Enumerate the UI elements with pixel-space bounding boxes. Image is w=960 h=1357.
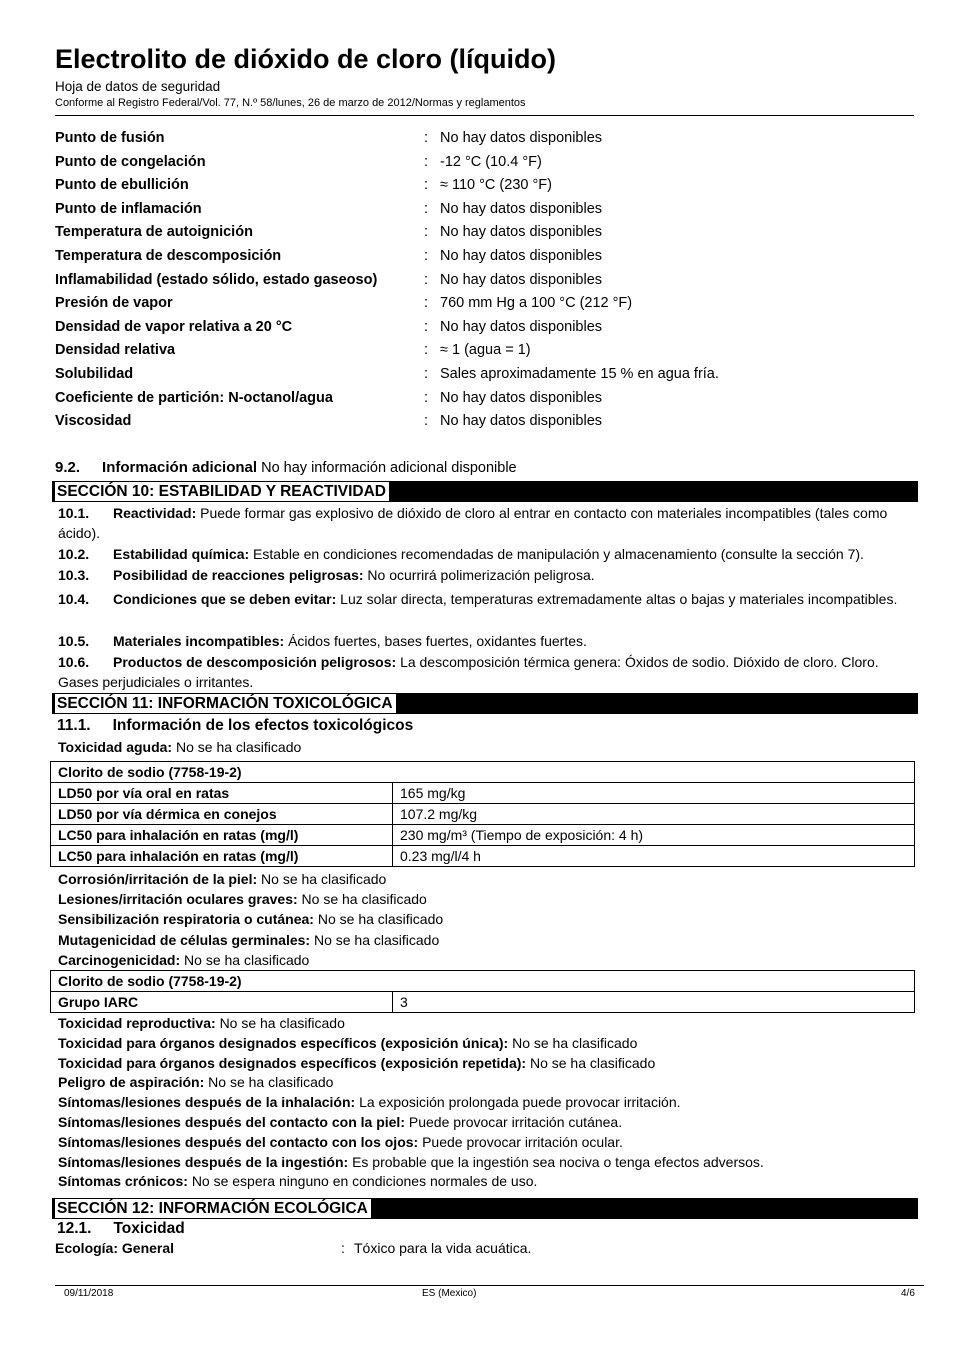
ecology-label: Ecología: General <box>55 1240 175 1256</box>
colon-separator: : <box>424 177 429 194</box>
item-number: 10.2. <box>58 546 90 562</box>
colon-separator: : <box>424 389 429 406</box>
line-label: Corrosión/irritación de la piel: <box>58 871 258 887</box>
subsection-11-1 <box>57 717 413 735</box>
subsection-12-1 <box>57 1220 185 1238</box>
colon-separator: : <box>424 153 429 170</box>
table-header: Clorito de sodio (7758-19-2) <box>51 762 915 783</box>
table-row <box>51 804 915 825</box>
property-row <box>55 198 915 220</box>
line-text: No se ha clasificado <box>313 931 440 948</box>
table-header: Clorito de sodio (7758-19-2) <box>51 971 915 992</box>
section-number: 9.2. <box>55 459 81 476</box>
property-label: Viscosidad <box>55 413 132 430</box>
section-11-title: SECCIÓN 11: INFORMACIÓN TOXICOLÓGICA <box>55 694 396 713</box>
item-text: Luz solar directa, temperaturas extremadamente altas o bajas y materiales incompatibles. <box>340 591 898 607</box>
property-value: No hay datos disponibles <box>440 318 603 335</box>
additional-info-line <box>55 459 517 476</box>
footer-page-number: 4/6 <box>901 1288 915 1299</box>
table-cell-value: 0.23 mg/l/4 h <box>393 846 915 867</box>
item-label: Posibilidad de reacciones peligrosas: <box>113 567 364 583</box>
line-text: No se ha clasificado <box>175 739 302 755</box>
line-label: Síntomas/lesiones después de la inhalación: <box>58 1094 356 1111</box>
item-number: 10.5. <box>58 633 90 649</box>
colon-separator: : <box>424 130 429 146</box>
colon-separator: : <box>424 224 429 241</box>
property-label: Temperatura de autoignición <box>55 224 253 241</box>
table-cell-value: 3 <box>393 992 915 1013</box>
item-number: 10.4. <box>58 591 90 607</box>
item-label: Productos de descomposición peligrosos: <box>113 654 397 670</box>
table-cell-key: LD50 por vía oral en ratas <box>51 783 393 804</box>
item-label: Estabilidad química: <box>113 546 250 562</box>
property-label: Punto de congelación <box>55 153 206 170</box>
line-text: Puede provocar irritación ocular. <box>422 1133 623 1150</box>
colon-separator: : <box>424 318 429 335</box>
line-label: Toxicidad aguda: <box>58 739 173 755</box>
additional-info-text: No hay información adicional disponible <box>261 460 517 476</box>
colon-separator: : <box>424 342 429 359</box>
item-10-1 <box>58 504 898 543</box>
line-text: No se ha clasificado <box>219 1015 345 1031</box>
item-label: Materiales incompatibles: <box>113 633 285 649</box>
regulation-line: Conforme al Registro Federal/Vol. 77, N.º 58/lunes, 26 de marzo de 2012/Normas y reglamentos <box>55 97 526 109</box>
item-text: Estable en condiciones recomendadas de manipulación y almacenamiento (consulte la sección 7). <box>253 546 864 562</box>
item-text: La descomposición térmica genera: Óxidos de sodio. Dióxido de cloro. Cloro. Gases perjudiciales o irritantes. <box>58 654 879 690</box>
item-text: Puede formar gas explosivo de dióxido de cloro al entrar en contacto con materiales incompatibles (tales como ácido). <box>58 505 888 541</box>
line-text: No se ha clasificado <box>261 871 387 887</box>
item-number: 10.1. <box>58 505 90 521</box>
property-label: Solubilidad <box>55 366 134 382</box>
item-10-6 <box>58 653 898 692</box>
hazard-line <box>58 1073 333 1093</box>
table-row <box>51 846 915 867</box>
table-header-row <box>51 762 915 783</box>
line-text: Puede provocar irritación cutánea. <box>408 1114 623 1130</box>
colon-separator: : <box>424 271 429 288</box>
hazard-line <box>58 1133 623 1153</box>
property-row <box>55 292 915 314</box>
line-label: Síntomas/lesiones después del contacto con los ojos: <box>58 1133 419 1150</box>
line-label: Toxicidad reproductiva: <box>58 1015 216 1031</box>
property-value: No hay datos disponibles <box>440 224 603 241</box>
hazard-line <box>58 890 427 910</box>
property-row <box>55 174 915 196</box>
header-divider <box>55 115 914 116</box>
table-row <box>51 783 915 804</box>
hazard-line <box>58 910 443 930</box>
line-text: Es probable que la ingestión sea nociva o tenga efectos adversos. <box>352 1153 764 1170</box>
colon-separator: : <box>424 295 429 312</box>
hazard-line <box>58 1093 681 1113</box>
hazard-line <box>58 1014 345 1034</box>
line-text: No se ha clasificado <box>301 891 427 908</box>
item-text: Ácidos fuertes, bases fuertes, oxidantes fuertes. <box>288 633 587 649</box>
acute-toxicity-table <box>50 761 915 867</box>
document-title: Electrolito de dióxido de cloro (líquido) <box>55 44 557 74</box>
table-cell-key: LC50 para inhalación en ratas (mg/l) <box>51 825 393 846</box>
colon-separator: : <box>424 200 429 217</box>
table-cell-value: 107.2 mg/kg <box>393 804 915 825</box>
line-text: No se ha clasificado <box>529 1054 656 1071</box>
hazard-line <box>58 1054 655 1074</box>
section-10-title: SECCIÓN 10: ESTABILIDAD Y REACTIVIDAD <box>55 482 389 501</box>
property-label: Coeficiente de partición: N-octanol/agua <box>55 389 333 406</box>
table-cell-key: Grupo IARC <box>51 992 393 1013</box>
item-10-2 <box>58 545 898 565</box>
property-label: Densidad relativa <box>55 342 176 359</box>
footer-language: ES (Mexico) <box>422 1288 477 1299</box>
footer-date: 09/11/2018 <box>64 1288 114 1299</box>
hazard-line <box>58 1113 622 1133</box>
table-row <box>51 992 915 1013</box>
property-value: 760 mm Hg a 100 °C (212 °F) <box>440 295 633 312</box>
table-cell-key: LD50 por vía dérmica en conejos <box>51 804 393 825</box>
property-row <box>55 387 915 409</box>
item-10-4 <box>58 590 898 610</box>
property-row <box>55 151 915 173</box>
subsection-number: 12.1. <box>57 1220 92 1237</box>
item-10-3 <box>58 566 898 586</box>
item-number: 10.6. <box>58 654 90 670</box>
subsection-heading: Información de los efectos toxicológicos <box>112 717 414 734</box>
property-value: -12 °C (10.4 °F) <box>440 153 542 170</box>
line-text: No se ha clasificado <box>317 911 444 928</box>
line-label: Lesiones/irritación oculares graves: <box>58 891 298 908</box>
line-label: Síntomas/lesiones después del contacto con la piel: <box>58 1114 405 1130</box>
hazard-line <box>58 951 309 971</box>
property-label: Inflamabilidad (estado sólido, estado gaseoso) <box>55 271 378 288</box>
item-label: Reactividad: <box>113 505 197 521</box>
line-text: No se ha clasificado <box>208 1074 334 1091</box>
property-label: Punto de fusión <box>55 130 165 146</box>
property-value: No hay datos disponibles <box>440 200 603 217</box>
acute-toxicity-line <box>58 738 301 758</box>
property-row <box>55 316 915 338</box>
hazard-line <box>58 1172 537 1192</box>
line-label: Carcinogenicidad: <box>58 951 181 968</box>
subsection-heading: Toxicidad <box>113 1220 185 1237</box>
property-value: No hay datos disponibles <box>440 271 603 288</box>
section-10-bar <box>52 481 918 502</box>
property-value: No hay datos disponibles <box>440 413 603 430</box>
property-row <box>55 363 915 385</box>
line-label: Sensibilización respiratoria o cutánea: <box>58 911 314 928</box>
property-value: No hay datos disponibles <box>440 389 603 406</box>
table-header-row <box>51 971 915 992</box>
property-row <box>55 339 915 361</box>
section-11-bar <box>52 693 918 714</box>
item-text: No ocurrirá polimerización peligrosa. <box>367 567 595 583</box>
line-label: Peligro de aspiración: <box>58 1074 205 1091</box>
item-10-5 <box>58 632 898 652</box>
property-value: ≈ 1 (agua = 1) <box>440 342 531 359</box>
property-row <box>55 127 915 149</box>
colon-separator: : <box>424 248 429 264</box>
line-text: No se ha clasificado <box>512 1034 638 1051</box>
ecology-value: Tóxico para la vida acuática. <box>354 1240 532 1256</box>
property-label: Temperatura de descomposición <box>55 248 282 264</box>
footer-divider <box>55 1285 924 1286</box>
property-label: Punto de ebullición <box>55 177 189 194</box>
table-cell-key: LC50 para inhalación en ratas (mg/l) <box>51 846 393 867</box>
property-value: No hay datos disponibles <box>440 130 603 146</box>
hazard-line <box>58 1034 637 1054</box>
property-label: Presión de vapor <box>55 295 173 312</box>
table-cell-value: 165 mg/kg <box>393 783 915 804</box>
line-text: La exposición prolongada puede provocar irritación. <box>359 1094 681 1111</box>
colon-separator: : <box>424 413 429 430</box>
property-label: Punto de inflamación <box>55 200 202 217</box>
line-text: No se espera ninguno en condiciones normales de uso. <box>191 1173 538 1190</box>
line-label: Toxicidad para órganos designados específicos (exposición repetida): <box>58 1054 527 1071</box>
property-row <box>55 221 915 243</box>
hazard-line <box>58 931 439 951</box>
section-12-title: SECCIÓN 12: INFORMACIÓN ECOLÓGICA <box>55 1199 371 1218</box>
hazard-line <box>58 870 386 890</box>
line-label: Síntomas crónicos: <box>58 1173 188 1190</box>
line-label: Toxicidad para órganos designados específicos (exposición única): <box>58 1034 509 1051</box>
table-row <box>51 825 915 846</box>
iarc-table <box>50 970 915 1013</box>
item-label: Condiciones que se deben evitar: <box>113 591 337 607</box>
property-value: Sales aproximadamente 15 % en agua fría. <box>440 366 719 382</box>
table-cell-value: 230 mg/m³ (Tiempo de exposición: 4 h) <box>393 825 915 846</box>
subsection-number: 11.1. <box>57 717 91 734</box>
property-value: ≈ 110 °C (230 °F) <box>440 177 552 194</box>
hazard-line <box>58 1153 764 1173</box>
section-12-bar <box>52 1198 918 1219</box>
line-text: No se ha clasificado <box>184 951 310 968</box>
line-label: Síntomas/lesiones después de la ingestión: <box>58 1153 349 1170</box>
ecology-general-row <box>55 1240 532 1256</box>
property-label: Densidad de vapor relativa a 20 °C <box>55 318 293 335</box>
property-row <box>55 245 915 267</box>
section-heading: Información adicional <box>102 459 258 476</box>
property-row <box>55 410 915 432</box>
item-number: 10.3. <box>58 567 90 583</box>
colon-separator: : <box>341 1240 345 1256</box>
property-value: No hay datos disponibles <box>440 248 603 264</box>
document-subtitle: Hoja de datos de seguridad <box>55 79 221 94</box>
property-row <box>55 269 915 291</box>
colon-separator: : <box>424 366 429 382</box>
line-label: Mutagenicidad de células germinales: <box>58 931 311 948</box>
